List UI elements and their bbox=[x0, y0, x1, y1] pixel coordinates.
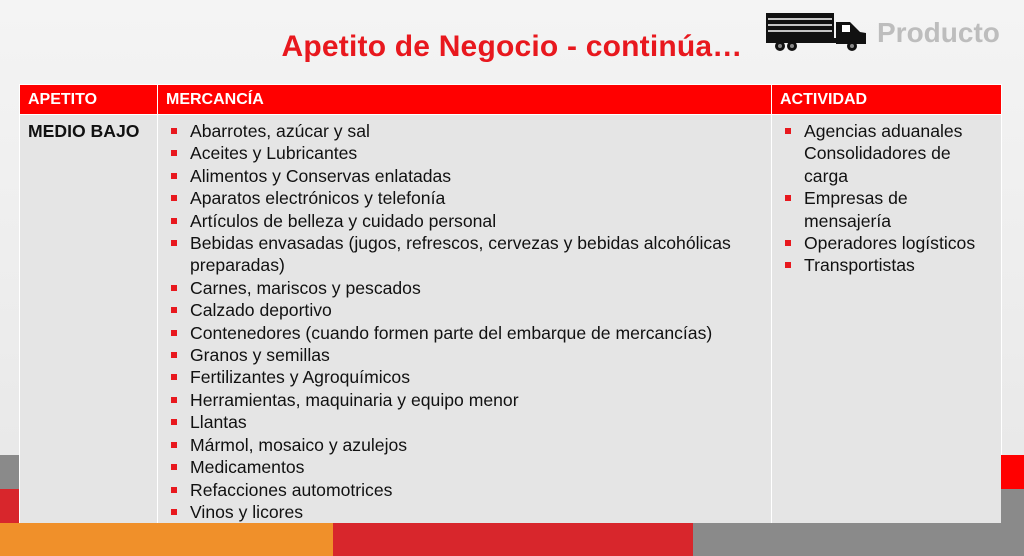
bottom-orange-bar bbox=[0, 523, 333, 556]
left-red-stripe bbox=[0, 489, 19, 523]
list-item: Artículos de belleza y cuidado personal bbox=[166, 210, 763, 232]
merchandise-cell bbox=[158, 115, 772, 527]
header-apetito: APETITO bbox=[20, 85, 158, 115]
list-item: Refacciones automotrices bbox=[166, 479, 763, 501]
list-item: Fertilizantes y Agroquímicos bbox=[166, 366, 763, 388]
appetite-level: MEDIO BAJO bbox=[20, 115, 158, 527]
header-actividad: ACTIVIDAD bbox=[772, 85, 1002, 115]
list-item: Empresas de mensajería bbox=[780, 187, 993, 232]
list-item: Granos y semillas bbox=[166, 344, 763, 366]
list-item: Mármol, mosaico y azulejos bbox=[166, 434, 763, 456]
header-mercancia: MERCANCÍA bbox=[158, 85, 772, 115]
list-item: Medicamentos bbox=[166, 456, 763, 478]
table-header-row bbox=[20, 85, 1002, 115]
list-item: Aceites y Lubricantes bbox=[166, 142, 763, 164]
bottom-gray-bar bbox=[693, 523, 1024, 556]
merchandise-list bbox=[166, 120, 763, 523]
table-row bbox=[20, 115, 1002, 527]
list-item: Operadores logísticos bbox=[780, 232, 993, 254]
list-item: Llantas bbox=[166, 411, 763, 433]
list-item: Herramientas, maquinaria y equipo menor bbox=[166, 389, 763, 411]
list-item: Aparatos electrónicos y telefonía bbox=[166, 187, 763, 209]
list-item: Calzado deportivo bbox=[166, 299, 763, 321]
activity-list bbox=[780, 120, 993, 277]
appetite-table bbox=[19, 84, 1002, 527]
list-item: Alimentos y Conservas enlatadas bbox=[166, 165, 763, 187]
left-gray-stripe bbox=[0, 455, 19, 489]
list-item: Agencias aduanales Consolidadores de carga bbox=[780, 120, 993, 187]
right-red-stripe bbox=[1001, 455, 1024, 489]
list-item: Transportistas bbox=[780, 254, 993, 276]
list-item: Bebidas envasadas (jugos, refrescos, cervezas y bebidas alcohólicas preparadas) bbox=[166, 232, 763, 277]
brand-label: Producto bbox=[877, 17, 1000, 48]
list-item: Contenedores (cuando formen parte del embarque de mercancías) bbox=[166, 322, 763, 344]
list-item: Vinos y licores bbox=[166, 501, 763, 523]
slide-title: Apetito de Negocio - continúa… bbox=[281, 30, 743, 63]
right-gray-stripe bbox=[1001, 489, 1024, 523]
bottom-red-bar bbox=[333, 523, 693, 556]
truck-icon bbox=[764, 10, 870, 52]
activity-cell bbox=[772, 115, 1002, 527]
list-item: Carnes, mariscos y pescados bbox=[166, 277, 763, 299]
list-item: Abarrotes, azúcar y sal bbox=[166, 120, 763, 142]
